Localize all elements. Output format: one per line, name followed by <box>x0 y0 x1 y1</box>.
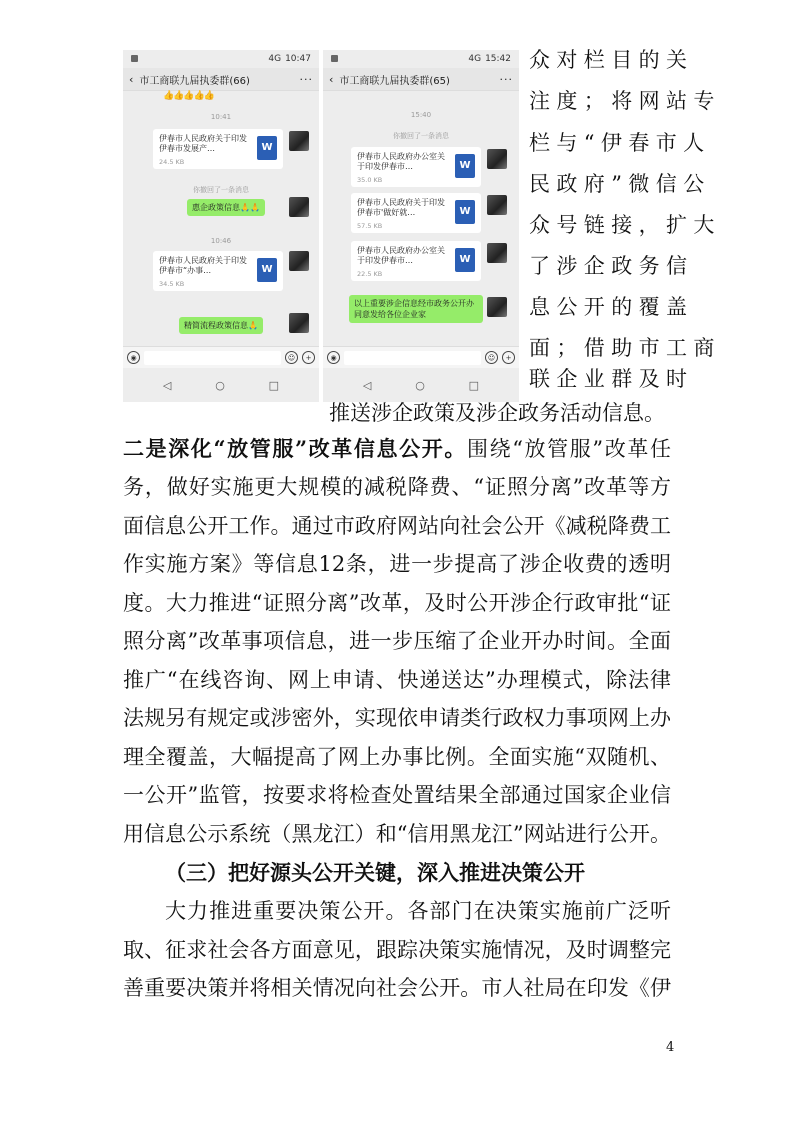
back-chevron-icon[interactable]: ‹ <box>129 72 134 86</box>
file-size: 22.5 KB <box>357 270 383 278</box>
signal-label: 4G <box>268 54 282 64</box>
chat-input-bar <box>123 346 319 368</box>
status-bar <box>323 50 519 68</box>
plus-icon[interactable]: + <box>302 351 315 364</box>
file-name: 伊春市人民政府办公室关于印发伊春市… <box>357 152 445 171</box>
body-text-line: 取、征求社会各方面意见，跟踪决策实施情况，及时调整完 <box>123 938 671 962</box>
file-size: 24.5 KB <box>159 158 185 166</box>
paragraph-lead-line <box>123 433 671 463</box>
body-text-line: 面信息公开工作。通过市政府网站向社会公开《减税降费工 <box>123 514 671 538</box>
nav-back-icon[interactable]: ◁ <box>162 378 172 392</box>
file-message[interactable] <box>153 129 283 169</box>
voice-icon[interactable]: ◉ <box>327 351 340 364</box>
message-input[interactable] <box>144 351 281 365</box>
side-text-line: 了涉企政务信 <box>529 254 694 278</box>
avatar <box>289 131 309 151</box>
word-doc-icon: W <box>455 154 475 178</box>
status-bar <box>123 50 319 68</box>
file-name: 伊春市人民政府关于印发伊春市'做好就… <box>357 198 445 217</box>
nav-home-icon[interactable]: ○ <box>215 378 225 392</box>
side-text-line: 息公开的覆盖 <box>529 295 694 319</box>
back-chevron-icon[interactable]: ‹ <box>329 72 334 86</box>
clock: 10:47 <box>285 54 311 64</box>
file-message[interactable] <box>153 251 283 291</box>
file-message[interactable] <box>351 193 481 233</box>
signal-label: 4G <box>468 54 482 64</box>
side-text-line: 栏与“伊春市人 <box>529 131 711 155</box>
chat-title-bar <box>123 68 319 91</box>
clock: 15:42 <box>485 54 511 64</box>
body-text-line: 推广“在线咨询、网上申请、快递送达”办理模式，除法律 <box>123 668 671 692</box>
file-message[interactable] <box>351 147 481 187</box>
body-text-line: 大力推进重要决策公开。各部门在决策实施前广泛听 <box>165 899 671 923</box>
chat-title: 市工商联九届执委群(66) <box>139 75 250 87</box>
chat-input-bar <box>323 346 519 368</box>
file-size: 57.5 KB <box>357 222 383 230</box>
avatar <box>487 149 507 169</box>
file-size: 35.0 KB <box>357 176 383 184</box>
notification-icon <box>331 55 338 62</box>
emoji-icon[interactable]: ☺ <box>285 351 298 364</box>
chat-messages <box>123 91 319 347</box>
body-text-line: 务，做好实施更大规模的减税降费、“证照分离”改革等方 <box>123 475 671 499</box>
section-heading: （三）把好源头公开关键，深入推进决策公开 <box>165 860 585 885</box>
more-icon[interactable]: ··· <box>499 72 513 86</box>
file-size: 34.5 KB <box>159 280 185 288</box>
recall-notice: 你撤回了一条消息 <box>193 186 249 194</box>
avatar <box>487 243 507 263</box>
timestamp: 10:46 <box>210 237 232 245</box>
body-text-line: 用信息公示系统（黑龙江）和“信用黑龙江”网站进行公开。 <box>123 822 671 846</box>
file-name: 伊春市人民政府办公室关于印发伊春市… <box>357 246 445 265</box>
side-text-line: 众号链接，扩大 <box>529 213 721 237</box>
avatar <box>289 197 309 217</box>
nav-recent-icon[interactable]: □ <box>468 378 480 392</box>
body-text-line: 法规另有规定或涉密外，实现依申请类行政权力事项网上办 <box>123 706 671 730</box>
word-doc-icon: W <box>455 248 475 272</box>
file-name: 伊春市人民政府关于印发伊春市“办事… <box>159 256 247 275</box>
body-text-line: 理全覆盖，大幅提高了网上办事比例。全面实施“双随机、 <box>123 745 671 769</box>
paragraph-lead-rest: 围绕“放管服”改革任 <box>466 437 671 461</box>
avatar <box>487 195 507 215</box>
thumbs-up-emoji-row: 👍👍👍👍👍 <box>163 91 215 101</box>
side-text-line: 注度；将网站专 <box>529 89 721 113</box>
timestamp: 10:41 <box>210 113 232 121</box>
chat-screenshot-2 <box>323 50 519 402</box>
text-message: 精简流程政策信息🙏 <box>179 317 263 334</box>
chat-title-bar <box>323 68 519 91</box>
word-doc-icon: W <box>257 136 277 160</box>
file-name: 伊春市人民政府关于印发伊春市发展产… <box>159 134 247 153</box>
timestamp: 15:40 <box>410 111 432 119</box>
body-text-line: 照分离”改革事项信息，进一步压缩了企业开办时间。全面 <box>123 629 671 653</box>
emoji-icon[interactable]: ☺ <box>485 351 498 364</box>
side-text-line: 民政府”微信公 <box>529 172 711 196</box>
text-message: 以上重要涉企信息经市政务公开办同意发给各位企业家 <box>349 295 483 323</box>
nav-home-icon[interactable]: ○ <box>415 378 425 392</box>
nav-back-icon[interactable]: ◁ <box>362 378 372 392</box>
chat-messages <box>323 91 519 347</box>
notification-icon <box>131 55 138 62</box>
system-nav-bar <box>123 368 319 402</box>
word-doc-icon: W <box>257 258 277 282</box>
chat-screenshot-1 <box>123 50 319 402</box>
nav-recent-icon[interactable]: □ <box>268 378 280 392</box>
plus-icon[interactable]: + <box>502 351 515 364</box>
voice-icon[interactable]: ◉ <box>127 351 140 364</box>
avatar <box>289 251 309 271</box>
body-text-line: 推送涉企政策及涉企政务活动信息。 <box>329 401 665 425</box>
text-message: 惠企政策信息🙏🙏 <box>187 199 265 216</box>
page-number: 4 <box>666 1040 675 1055</box>
word-doc-icon: W <box>455 200 475 224</box>
chat-title: 市工商联九届执委群(65) <box>339 75 450 87</box>
file-message[interactable] <box>351 241 481 281</box>
paragraph-lead-bold: 二是深化“放管服”改革信息公开。 <box>123 436 467 461</box>
body-text-line: 度。大力推进“证照分离”改革，及时公开涉企行政审批“证 <box>123 591 671 615</box>
body-text-line: 善重要决策并将相关情况向社会公开。市人社局在印发《伊 <box>123 976 671 1000</box>
body-text-line: 一公开”监管，按要求将检查处置结果全部通过国家企业信 <box>123 783 671 807</box>
side-text-line: 面；借助市工商 <box>529 336 721 360</box>
recall-notice: 你撤回了一条消息 <box>393 132 449 140</box>
body-text-line: 作实施方案》等信息12条，进一步提高了涉企收费的透明 <box>123 552 671 576</box>
avatar <box>289 313 309 333</box>
message-input[interactable] <box>344 351 481 365</box>
side-text-line: 众对栏目的关 <box>529 48 694 72</box>
avatar <box>487 297 507 317</box>
side-text-line: 联企业群及时 <box>529 367 694 391</box>
more-icon[interactable]: ··· <box>299 72 313 86</box>
